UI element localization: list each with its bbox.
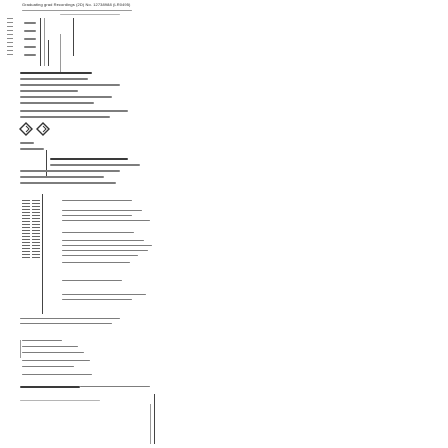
text-line bbox=[22, 366, 74, 367]
section-rule bbox=[42, 194, 43, 314]
text-line bbox=[22, 374, 92, 375]
text-line bbox=[20, 102, 94, 104]
margin-rule bbox=[20, 340, 21, 358]
text-line bbox=[24, 22, 36, 24]
text-line bbox=[20, 142, 34, 144]
margin-rule bbox=[48, 40, 49, 66]
text-line bbox=[20, 116, 110, 118]
margin-rule bbox=[44, 18, 45, 66]
text-line bbox=[20, 176, 104, 178]
margin-marks bbox=[22, 200, 30, 260]
text-line bbox=[62, 220, 150, 221]
text-line bbox=[20, 96, 112, 98]
text-line bbox=[22, 346, 78, 347]
text-line bbox=[24, 30, 36, 32]
text-line bbox=[20, 72, 92, 74]
text-line bbox=[20, 318, 120, 319]
text-line bbox=[20, 400, 100, 401]
text-line bbox=[22, 360, 90, 361]
margin-rule bbox=[46, 150, 47, 178]
text-line bbox=[62, 294, 146, 295]
text-line bbox=[20, 148, 44, 150]
chevron-diamond-icon bbox=[36, 122, 50, 136]
text-line bbox=[50, 158, 128, 160]
text-line bbox=[20, 110, 128, 112]
text-line bbox=[20, 78, 88, 80]
text-line bbox=[20, 386, 80, 388]
text-line bbox=[22, 340, 62, 341]
text-line bbox=[62, 255, 138, 256]
text-line bbox=[62, 245, 152, 246]
text-line bbox=[20, 323, 112, 324]
text-line bbox=[20, 170, 120, 172]
text-line bbox=[24, 38, 36, 40]
text-line bbox=[24, 54, 36, 56]
text-line bbox=[50, 164, 140, 166]
margin-rule bbox=[73, 18, 74, 56]
text-line bbox=[22, 352, 84, 353]
text-line bbox=[62, 280, 122, 281]
text-line bbox=[20, 90, 78, 92]
section-rule bbox=[154, 394, 155, 444]
margin-marks bbox=[32, 200, 40, 260]
text-line bbox=[24, 46, 36, 48]
chevron-diamond-icon bbox=[19, 122, 33, 136]
margin-rule bbox=[60, 34, 61, 72]
margin-rule bbox=[40, 18, 41, 66]
text-line bbox=[62, 215, 132, 216]
text-line bbox=[62, 299, 132, 300]
section-rule bbox=[150, 404, 151, 444]
text-line bbox=[80, 386, 150, 387]
text-line bbox=[20, 182, 116, 184]
text-line bbox=[62, 240, 144, 241]
document-title: Graduating grad Recordings (2D) No. 12738988 (LR0495) bbox=[22, 2, 131, 7]
text-line bbox=[62, 232, 134, 233]
text-line bbox=[20, 84, 120, 86]
text-line bbox=[62, 250, 148, 251]
text-line bbox=[62, 210, 142, 211]
text-line bbox=[62, 200, 132, 201]
header-line bbox=[60, 14, 120, 15]
text-line bbox=[62, 262, 130, 263]
margin-marks bbox=[7, 18, 13, 58]
header-line bbox=[22, 10, 132, 11]
